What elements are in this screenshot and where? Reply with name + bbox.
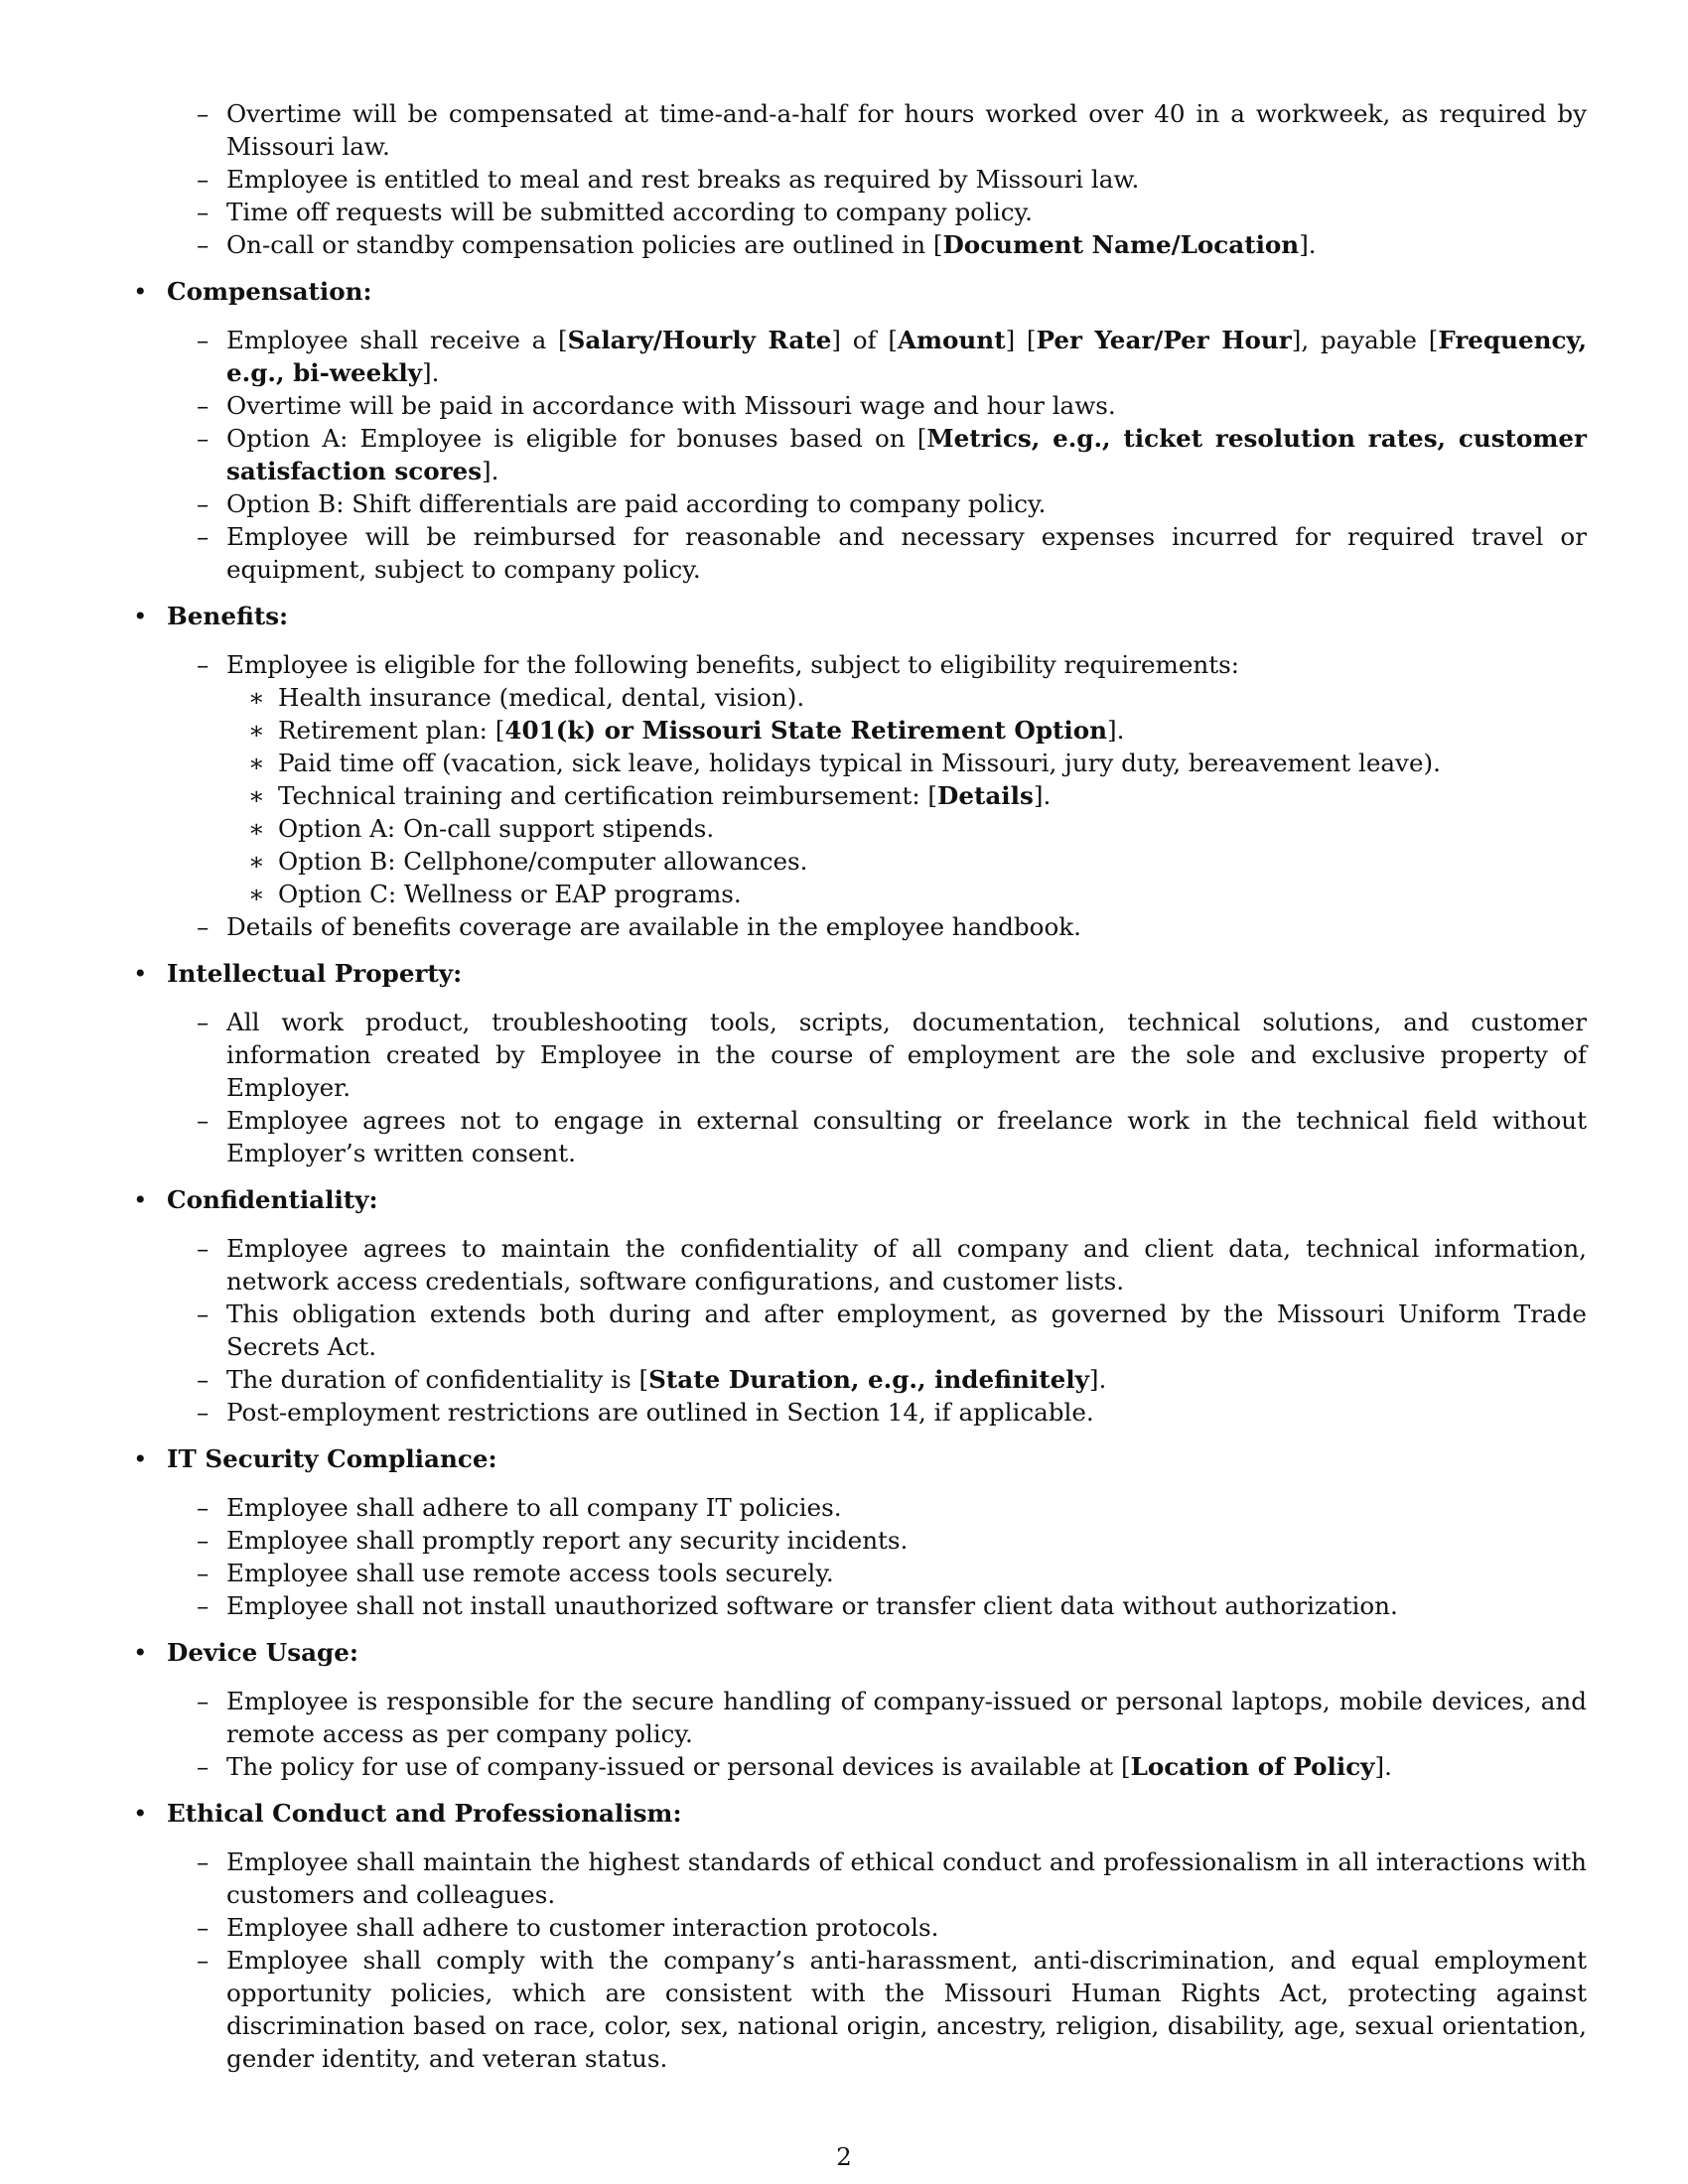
dash-marker: – — [197, 99, 210, 128]
dash-marker: – — [197, 1526, 210, 1555]
section-heading-text: Benefits: — [167, 602, 289, 630]
sub-list-item — [248, 812, 1587, 845]
list-item — [197, 1944, 1587, 2075]
section-compensation — [127, 275, 1587, 586]
list-item — [197, 1845, 1587, 1911]
section-it-security-compliance — [127, 1442, 1587, 1622]
text-segment: Post-employment restrictions are outlined in Section 14, if applicable. — [226, 1398, 1094, 1427]
dash-marker: – — [197, 489, 210, 518]
sub-list-item — [248, 779, 1587, 812]
text-segment: Employee shall adhere to all company IT policies. — [226, 1493, 842, 1522]
section-heading-text: Intellectual Property: — [167, 959, 463, 988]
text-segment: Option A: Employee is eligible for bonuses based on [ — [226, 424, 927, 453]
section-heading — [127, 1797, 1587, 1830]
sub-list-item — [248, 714, 1587, 747]
sub-item-text — [278, 683, 804, 712]
section-heading-text: Ethical Conduct and Professionalism: — [167, 1799, 682, 1828]
section-heading — [127, 275, 1587, 308]
bullet-marker: • — [133, 1638, 148, 1667]
bullet-marker: • — [133, 1799, 148, 1828]
dash-marker: – — [197, 912, 210, 941]
text-segment: Paid time off (vacation, sick leave, holidays typical in Missouri, jury duty, bereavement leave). — [278, 749, 1441, 777]
dash-marker: – — [197, 1559, 210, 1587]
text-segment: ] [ — [1005, 326, 1037, 354]
text-segment: Employee agrees not to engage in external consulting or freelance work in the technical field without Employer’s written consent. — [226, 1106, 1587, 1167]
dash-marker: – — [197, 1913, 210, 1942]
text-segment: Employee agrees to maintain the confidentiality of all company and client data, technical information, network access credentials, software configurations, and customer lists. — [226, 1234, 1587, 1296]
text-segment: Retirement plan: [ — [278, 716, 505, 745]
bullet-marker: • — [133, 1185, 148, 1214]
bullet-marker: • — [133, 602, 148, 630]
list-item — [197, 1524, 1587, 1557]
list-item-text — [226, 1559, 834, 1587]
section-heading — [127, 1183, 1587, 1216]
list-item — [197, 1685, 1587, 1750]
bullet-marker: • — [133, 959, 148, 988]
list-item-text — [226, 1234, 1587, 1296]
section-confidentiality — [127, 1183, 1587, 1429]
text-segment: On-call or standby compensation policies are outlined in [ — [226, 230, 943, 259]
list-item — [197, 487, 1587, 520]
dash-marker: – — [197, 650, 210, 679]
list-item — [197, 1491, 1587, 1524]
list-item-text — [226, 1526, 908, 1555]
section-heading — [127, 1636, 1587, 1669]
list-item-text — [226, 1493, 842, 1522]
dash-marker: – — [197, 230, 210, 259]
text-segment: Employee is entitled to meal and rest breaks as required by Missouri law. — [226, 165, 1140, 194]
list-item — [197, 1557, 1587, 1589]
list-item — [197, 1104, 1587, 1169]
text-segment: ]. — [1299, 230, 1317, 259]
list-item — [197, 389, 1587, 422]
sub-list-item — [248, 845, 1587, 878]
sections-container — [127, 275, 1587, 2075]
section-intellectual-property — [127, 957, 1587, 1169]
list-item-text — [226, 1591, 1398, 1620]
placeholder-field: Frequency, e.g., bi-weekly — [226, 326, 1588, 387]
list-item — [197, 163, 1587, 196]
list-item — [197, 520, 1587, 586]
list-item — [197, 1589, 1587, 1622]
placeholder-field: Amount — [897, 326, 1006, 354]
list-item-text — [226, 99, 1587, 161]
text-segment: ]. — [482, 457, 499, 485]
list-item-text — [226, 1398, 1094, 1427]
continued-section — [127, 97, 1587, 261]
list-item-text — [226, 1687, 1587, 1748]
asterisk-marker: ∗ — [248, 683, 265, 712]
dash-marker: – — [197, 326, 210, 354]
dash-marker: – — [197, 1847, 210, 1876]
text-segment: The duration of confidentiality is [ — [226, 1365, 649, 1394]
item-list — [127, 648, 1587, 943]
text-segment: Employee shall not install unauthorized software or transfer client data without authorization. — [226, 1591, 1398, 1620]
list-item-text — [226, 165, 1139, 194]
sub-list-item — [248, 747, 1587, 779]
placeholder-field: 401(k) or Missouri State Retirement Option — [504, 716, 1108, 745]
item-list — [127, 1232, 1587, 1429]
text-segment: Option A: On-call support stipends. — [278, 814, 715, 843]
text-segment: Details of benefits coverage are available in the employee handbook. — [226, 912, 1081, 941]
text-segment: ], payable [ — [1291, 326, 1439, 354]
text-segment: ]. — [1033, 781, 1052, 810]
dash-marker: – — [197, 1591, 210, 1620]
list-item-text — [226, 1008, 1587, 1102]
list-item-text — [226, 424, 1587, 485]
sub-item-list — [226, 681, 1587, 910]
section-ethical-conduct-and-professionalism — [127, 1797, 1587, 2075]
text-segment: Employee shall receive a [ — [226, 326, 568, 354]
sub-item-text — [278, 716, 1124, 745]
page-number: 2 — [836, 2142, 852, 2171]
item-list — [127, 324, 1587, 586]
text-segment: Employee shall comply with the company’s anti-harassment, anti-discrimination, and equal employment opportunity policies, which are consistent with the Missouri Human Rights Act, protecting against discrimination based on race, color, sex, national origin, ancestry, religion, disability, age, sexual orientation, gender identity, and veteran status. — [226, 1946, 1587, 2073]
section-heading-text: Device Usage: — [167, 1638, 358, 1667]
text-segment: ]. — [1374, 1752, 1392, 1781]
list-item-text — [226, 326, 1587, 387]
text-segment: Overtime will be compensated at time-and-a-half for hours worked over 40 in a workweek, as required by Missouri law. — [226, 99, 1587, 161]
text-segment: Time off requests will be submitted according to company policy. — [226, 198, 1033, 226]
text-segment: Employee is eligible for the following benefits, subject to eligibility requirements: — [226, 650, 1240, 679]
placeholder-field: Location of Policy — [1130, 1752, 1375, 1781]
list-item-text — [226, 1106, 1587, 1167]
dash-marker: – — [197, 1106, 210, 1135]
list-item-text — [226, 1752, 1392, 1781]
list-item — [197, 1232, 1587, 1297]
text-segment: ]. — [421, 358, 440, 387]
list-item — [197, 97, 1587, 163]
text-segment: Employee will be reimbursed for reasonable and necessary expenses incurred for required travel or equipment, subject to company policy. — [226, 522, 1587, 584]
list-item-text — [226, 1299, 1587, 1361]
sub-item-text — [278, 781, 1051, 810]
list-item — [197, 196, 1587, 228]
section-heading-text: IT Security Compliance: — [167, 1444, 497, 1473]
item-list — [127, 1685, 1587, 1783]
text-segment: Technical training and certification reimbursement: [ — [278, 781, 938, 810]
text-segment: The policy for use of company-issued or personal devices is available at [ — [226, 1752, 1131, 1781]
list-item-text — [226, 1847, 1587, 1909]
placeholder-field: Per Year/Per Hour — [1036, 326, 1292, 354]
section-heading-text: Confidentiality: — [167, 1185, 378, 1214]
text-segment: This obligation extends both during and after employment, as governed by the Missouri Uniform Trade Secrets Act. — [226, 1299, 1587, 1361]
dash-marker: – — [197, 1398, 210, 1427]
text-segment: Option C: Wellness or EAP programs. — [278, 880, 742, 908]
dash-marker: – — [197, 1752, 210, 1781]
asterisk-marker: ∗ — [248, 749, 265, 777]
sub-item-text — [278, 847, 808, 876]
text-segment: Employee is responsible for the secure handling of company-issued or personal laptops, mobile devices, and remote access as per company policy. — [226, 1687, 1587, 1748]
list-item — [197, 1750, 1587, 1783]
section-heading — [127, 600, 1587, 632]
text-segment: Employee shall use remote access tools securely. — [226, 1559, 834, 1587]
list-item-text — [226, 1946, 1587, 2073]
text-segment: Employee shall maintain the highest standards of ethical conduct and professionalism in all interactions with customers and colleagues. — [226, 1847, 1587, 1909]
text-segment: ]. — [1088, 1365, 1107, 1394]
text-segment: Employee shall adhere to customer interaction protocols. — [226, 1913, 939, 1942]
list-item — [197, 422, 1588, 487]
list-item-text — [226, 391, 1116, 420]
list-item — [197, 1297, 1587, 1363]
list-item — [197, 228, 1587, 261]
dash-marker: – — [197, 391, 210, 420]
placeholder-field: Salary/Hourly Rate — [567, 326, 832, 354]
text-segment: ] of [ — [831, 326, 898, 354]
text-segment: Option B: Shift differentials are paid according to company policy. — [226, 489, 1047, 518]
bullet-marker: • — [133, 277, 148, 306]
sub-list-item — [248, 681, 1587, 714]
list-item-text — [226, 489, 1046, 518]
bullet-marker: • — [133, 1444, 148, 1473]
dash-marker: – — [197, 1008, 210, 1036]
asterisk-marker: ∗ — [248, 716, 265, 745]
asterisk-marker: ∗ — [248, 847, 265, 876]
list-item — [197, 1006, 1587, 1104]
text-segment: Overtime will be paid in accordance with Missouri wage and hour laws. — [226, 391, 1116, 420]
item-list — [127, 1006, 1587, 1169]
list-item — [197, 910, 1587, 943]
asterisk-marker: ∗ — [248, 814, 265, 843]
section-heading — [127, 957, 1587, 990]
sub-item-text — [278, 880, 742, 908]
asterisk-marker: ∗ — [248, 781, 265, 810]
list-item-text — [226, 1913, 938, 1942]
sub-item-text — [278, 814, 714, 843]
dash-marker: – — [197, 1365, 210, 1394]
list-item-text — [226, 1365, 1106, 1394]
list-item-text — [226, 522, 1587, 584]
dash-marker: – — [197, 1493, 210, 1522]
sub-item-text — [278, 749, 1441, 777]
text-segment: Employee shall promptly report any security incidents. — [226, 1526, 909, 1555]
text-segment: Option B: Cellphone/computer allowances. — [278, 847, 808, 876]
dash-marker: – — [197, 1299, 210, 1328]
dash-marker: – — [197, 1234, 210, 1263]
list-item-text — [226, 912, 1081, 941]
item-list — [127, 1845, 1587, 2075]
placeholder-field: Document Name/Location — [942, 230, 1300, 259]
section-device-usage — [127, 1636, 1587, 1783]
text-segment: All work product, troubleshooting tools, scripts, documentation, technical solutions, and customer information created by Employee in the course of employment are the sole and exclusive property of Employer. — [226, 1008, 1587, 1102]
section-heading — [127, 1442, 1587, 1475]
dash-marker: – — [197, 1687, 210, 1715]
list-item — [197, 1911, 1587, 1944]
dash-marker: – — [197, 198, 210, 226]
dash-marker: – — [197, 424, 210, 453]
continued-item-list — [127, 97, 1587, 261]
sub-list-item — [248, 878, 1587, 910]
list-item — [197, 324, 1588, 389]
dash-marker: – — [197, 1946, 210, 1975]
section-benefits — [127, 600, 1587, 943]
item-list — [127, 1491, 1587, 1622]
list-item-text — [226, 650, 1239, 679]
list-item-text — [226, 230, 1317, 259]
list-item — [197, 648, 1587, 910]
placeholder-field: State Duration, e.g., indefinitely — [648, 1365, 1089, 1394]
list-item — [197, 1396, 1587, 1429]
placeholder-field: Metrics, e.g., ticket resolution rates, customer satisfaction scores — [226, 424, 1588, 485]
text-segment: ]. — [1107, 716, 1125, 745]
dash-marker: – — [197, 522, 210, 551]
placeholder-field: Details — [937, 781, 1034, 810]
text-segment: Health insurance (medical, dental, vision). — [278, 683, 805, 712]
list-item-text — [226, 198, 1033, 226]
dash-marker: – — [197, 165, 210, 194]
asterisk-marker: ∗ — [248, 880, 265, 908]
list-item — [197, 1363, 1587, 1396]
document-page — [127, 97, 1587, 2089]
section-heading-text: Compensation: — [167, 277, 372, 306]
